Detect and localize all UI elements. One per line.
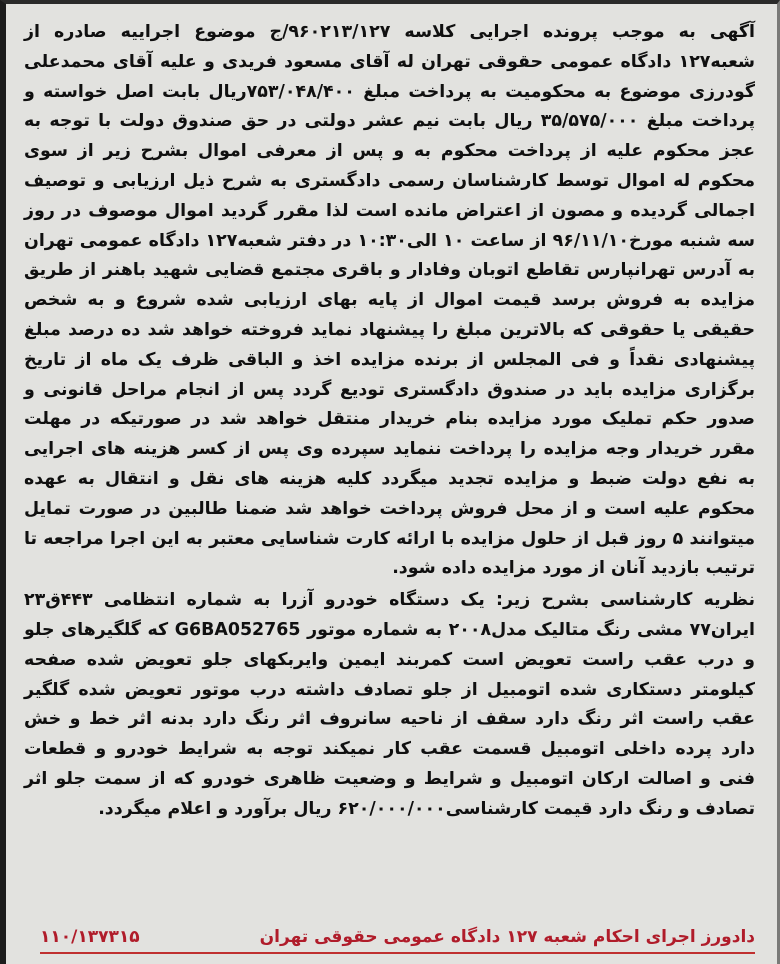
notice-body-paragraph: آگهی به موجب پرونده اجرایی کلاسه ۹۶۰۲۱۳/۱۲۷/ج موضوع اجراییه صادره از شعبه۱۲۷ دادگاه عمومی حقوقی تهران له آقای مسعود فریدی و علیه آقای محمدعلی گودرزی موضوع به محکومیت به پرداخت مبلغ ۷۵۳/۰۴۸/۴۰۰ریال بابت اصل خواسته و پرداخت مبلغ ۳۵/۵۷۵/۰۰۰ ریال بابت نیم عشر دولتی در حق صندوق دولت با توجه به عجز محکوم علیه از پرداخت محکوم به و پس از معرفی اموال بشرح زیر از سوی محکوم له اموال توسط کارشناسان رسمی دادگستری به شرح ذیل ارزیابی و توصیف اجمالی گردیده و مصون از اعتراض مانده است لذا مقرر گردید اموال موصوف در روز سه شنبه مورخ۹۶/۱۱/۱۰ از ساعت ۱۰ الی۱۰:۳۰ در دفتر شعبه۱۲۷ دادگاه عمومی تهران به آدرس تهرانپارس تقاطع اتوبان وفادار و باقری مجتمع قضایی شهید باهنر از طریق مزایده به فروش برسد قیمت اموال از پایه بهای ارزیابی شده شروع و به شخص حقیقی یا حقوقی که بالاترین مبلغ را پیشنهاد نماید فروخته خواهد شد ده درصد مبلغ پیشنهادی نقداً و فی المجلس از برنده مزایده اخذ و الباقی ظرف یک ماه از تاریخ برگزاری مزایده باید در صندوق دادگستری تودیع گردد پس از انجام مراحل قانونی و صدور حکم تملیک مورد مزایده بنام خریدار منتقل خواهد شد در صورتیکه در مهلت مقرر خریدار وجه مزایده را پرداخت ننماید سپرده وی پس از کسر هزینه های اجرایی به نفع دولت ضبط و مزایده تجدید میگردد کلیه هزینه های نقل و انتقال به عهده محکوم علیه است و از محل فروش پرداخت خواهد شد ضمنا طالبین در صورت تمایل میتوانند ۵ روز قبل از حلول مزایده با ارائه کارت شناسایی معتبر به این اجرا مراجعه تا ترتیب بازدید آنان از مورد مزایده داده شود. [24,22,755,579]
reference-number: ۱۱۰/۱۳۷۳۱۵ [40,927,140,947]
signature-line: دادورز اجرای احکام شعبه ۱۲۷ دادگاه عمومی حقوقی تهران [259,927,755,947]
expert-opinion-paragraph: نظریه کارشناسی بشرح زیر: یک دستگاه خودرو آزرا به شماره انتظامی ۴۴۳ق۲۳ ایران۷۷ مشی رنگ متالیک مدل۲۰۰۸ به شماره موتور G6BA052765 که گلگیرهای جلو و درب عقب راست تعویض است کمربند ایمین وایربکهای جلو تعویض شده صفحه کیلومتر دستکاری شده اتومبیل از جلو تصادف داشته درب موتور تعویض شده گلگیر عقب راست اثر رنگ دارد سقف از ناحیه سانروف اثر رنگ دارد بدنه اثر خط و خش دارد پرده داخلی اتومبیل قسمت عقب کار نمیکند توجه به شرایط خودرو و قطعات فنی و اصالت ارکان اتومبیل و شرایط و وضعیت ظاهری خودرو که از سمت جلو اثر تصادف و رنگ دارد قیمت کارشناسی۶۲۰/۰۰۰/۰۰۰ ریال برآورد و اعلام میگردد. [24,590,755,819]
notice-footer [40,922,755,954]
